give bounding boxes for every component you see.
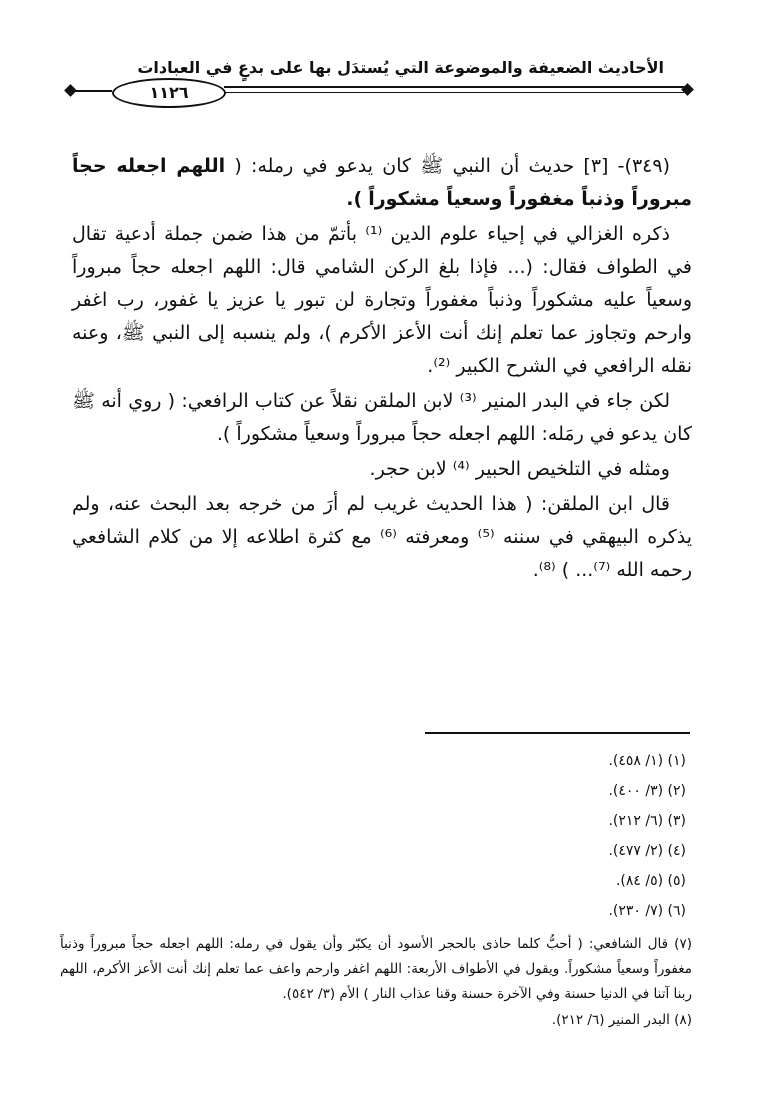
hadith-close: ). bbox=[346, 188, 363, 210]
header-rule-bottom bbox=[224, 92, 684, 93]
hadith-paragraph bbox=[72, 150, 692, 216]
main-text bbox=[72, 150, 692, 587]
running-header-title: الأحاديث الضعيفة والموضوعة التي يُستدَل بها على بدعٍ في العبادات bbox=[137, 58, 664, 77]
hadith-text: اللهم اجعله حجاً مبروراً وذنباً مغفوراً وسعياً مشكوراً bbox=[72, 155, 692, 210]
paragraph-badr-munir: لكن جاء في البدر المنير ⁽³⁾ لابن الملقن نقلاً عن كتاب الرافعي: ( روي أنه ﷺ كان يدعو في رمَله: اللهم اجعله حجاً مبروراً وسعياً مشكوراً ). bbox=[72, 390, 692, 445]
paragraph-ibn-mulaqqin: قال ابن الملقن: ( هذا الحديث غريب لم أرَ من خرجه بعد البحث عنه، ولم يذكره البيهقي في سننه ⁽⁵⁾ ومعرفته ⁽⁶⁾ مع كثرة اطلاعه إلا من كلام الشافعي رحمه الله ⁽⁷⁾... ) ⁽⁸⁾. bbox=[72, 493, 693, 581]
footnote-6: (٦) (٧/ ٢٣٠). bbox=[608, 903, 686, 919]
footnote-1: (١) (١/ ٤٥٨). bbox=[608, 753, 686, 769]
header-rule-left bbox=[70, 90, 112, 92]
footnote-4: (٤) (٢/ ٤٧٧). bbox=[608, 843, 686, 859]
footnote-separator bbox=[425, 732, 690, 734]
footnote-3: (٣) (٦/ ٢١٢). bbox=[608, 813, 686, 829]
hadith-intro: (٣٤٩)- [٣] حديث أن النبي ﷺ كان يدعو في رمله: ( bbox=[234, 155, 670, 177]
footnote-5: (٥) (٥/ ٨٤). bbox=[615, 873, 686, 889]
paragraph-talkhis: ومثله في التلخيص الحبير ⁽⁴⁾ لابن حجر. bbox=[369, 458, 670, 480]
page-number: ١١٢٦ bbox=[112, 78, 226, 108]
footnotes bbox=[60, 746, 692, 1033]
footnote-8: (٨) البدر المنير (٦/ ٢١٢). bbox=[551, 1012, 692, 1028]
header-rule-top bbox=[224, 86, 684, 88]
paragraph-ghazali: ذكره الغزالي في إحياء علوم الدين ⁽¹⁾ بأتمّ من هذا ضمن جملة أدعية تقال في الطواف فقال: (... فإذا بلغ الركن الشامي قال: اللهم اجعله حجاً مبروراً وسعياً عليه مشكوراً وذنباً مغفوراً وتجارة لن تبور يا عزيز يا غفور، رب اغفر وارحم وتجاوز عما تعلم إنك أنت الأعز الأكرم )، ولم ينسبه إلى النبي ﷺ، وعنه نقله الرافعي في الشرح الكبير ⁽²⁾. bbox=[72, 223, 692, 377]
footnote-7: (٧) قال الشافعي: ( أحبُّ كلما حاذى بالحجر الأسود أن يكبّر وأن يقول في رمله: اللهم اجعله حجاً مبروراً وذنباً مغفوراً وسعياً مشكوراً. ويقول في الأطواف الأربعة: اللهم اغفر وارحم واعف عما تعلم إنك أنت الأعز الأكرم، اللهم ربنا آتنا في الدنيا حسنة وفي الآخرة حسنة وقنا عذاب النار ) الأم (٣/ ٥٤٢). bbox=[60, 936, 692, 1002]
footnote-2: (٢) (٣/ ٤٠٠). bbox=[608, 783, 686, 799]
